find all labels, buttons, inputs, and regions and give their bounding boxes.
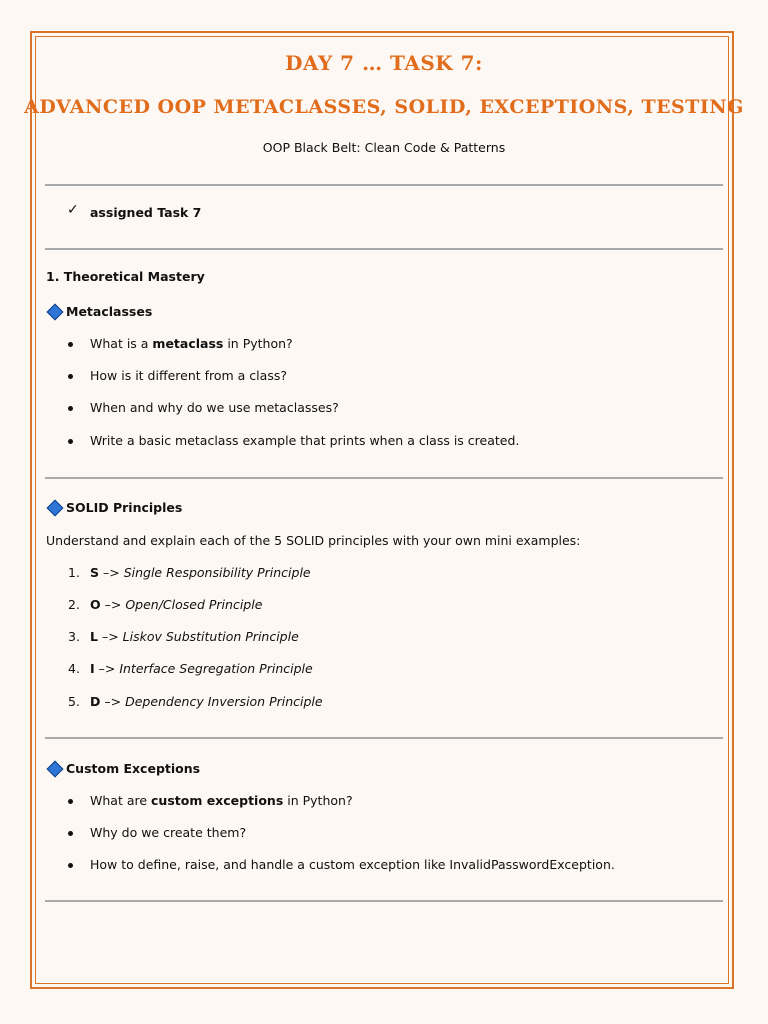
bullet-icon [68, 342, 73, 347]
list-item: What is a metaclass in Python? [90, 336, 293, 351]
list-item: When and why do we use metaclasses? [90, 400, 339, 415]
list-item: I –> Interface Segregation Principle [90, 661, 313, 676]
exceptions-heading: Custom Exceptions [66, 761, 201, 776]
list-item: Why do we create them? [90, 825, 247, 840]
list-number: 3. [68, 629, 80, 644]
list-item: D –> Dependency Inversion Principle [90, 694, 323, 709]
list-item: What are custom exceptions in Python? [90, 793, 353, 808]
list-number: 1. [68, 565, 80, 580]
bullet-icon [68, 406, 73, 411]
list-item: How to define, raise, and handle a custom exception like InvalidPasswordException. [90, 857, 615, 872]
bullet-icon [68, 374, 73, 379]
title-topics: ADVANCED OOP METACLASSES, SOLID, EXCEPTIONS, TESTING [24, 96, 744, 118]
divider [45, 477, 723, 479]
bullet-icon [68, 799, 73, 804]
divider [45, 737, 723, 739]
assigned-task-label: assigned Task 7 [90, 205, 202, 220]
list-number: 2. [68, 597, 80, 612]
list-item: Write a basic metaclass example that prints when a class is created. [90, 433, 520, 448]
metaclasses-heading: Metaclasses [66, 304, 153, 319]
list-number: 4. [68, 661, 80, 676]
divider [45, 248, 723, 250]
list-item: L –> Liskov Substitution Principle [90, 629, 299, 644]
bullet-icon [68, 439, 73, 444]
title-day-task: DAY 7 … TASK 7: [285, 51, 483, 75]
list-number: 5. [68, 694, 80, 709]
divider [45, 900, 723, 902]
list-item: S –> Single Responsibility Principle [90, 565, 311, 580]
solid-intro: Understand and explain each of the 5 SOLID principles with your own mini examples: [46, 533, 581, 548]
list-item: O –> Open/Closed Principle [90, 597, 263, 612]
checkmark-icon: ✓ [67, 202, 79, 218]
section-heading-theoretical: 1. Theoretical Mastery [46, 269, 205, 284]
bullet-icon [68, 831, 73, 836]
divider [45, 184, 723, 186]
bullet-icon [68, 863, 73, 868]
list-item: How is it different from a class? [90, 368, 287, 383]
solid-heading: SOLID Principles [66, 500, 183, 515]
subtitle: OOP Black Belt: Clean Code & Patterns [262, 140, 506, 155]
